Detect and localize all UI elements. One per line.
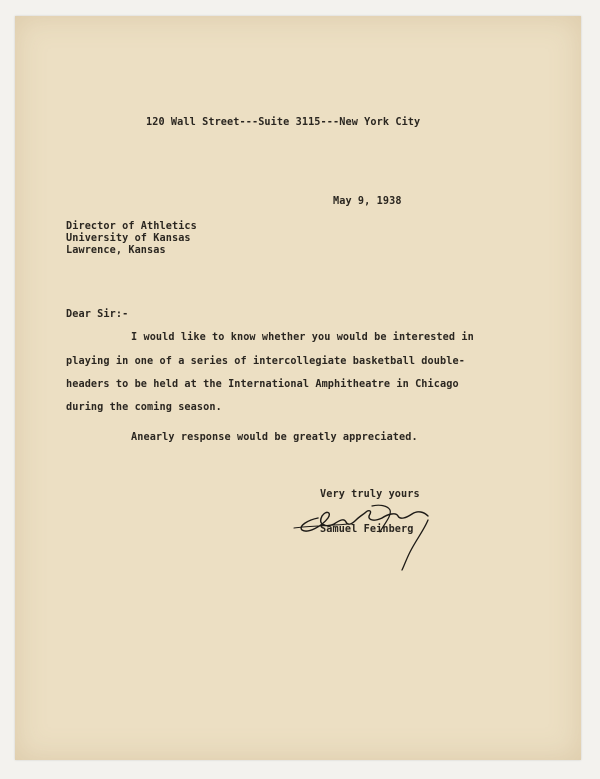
body-line-4: during the coming season. (66, 402, 222, 413)
body-line-3: headers to be held at the International Amphitheatre in Chicago (66, 379, 459, 390)
closing: Very truly yours (320, 489, 420, 500)
recipient-line-1: Director of Athletics (66, 221, 197, 232)
salutation: Dear Sir:- (66, 309, 129, 320)
letter-date: May 9, 1938 (333, 196, 402, 207)
recipient-line-2: University of Kansas (66, 233, 191, 244)
body-line-1: I would like to know whether you would be interested in (131, 332, 474, 343)
handwritten-signature (288, 496, 448, 576)
signer-name: Samuel Feinberg (320, 524, 414, 535)
recipient-line-3: Lawrence, Kansas (66, 245, 166, 256)
body-paragraph-2: Anearly response would be greatly appreciated. (131, 432, 418, 443)
body-line-2: playing in one of a series of intercollegiate basketball double- (66, 356, 465, 367)
letterhead-address: 120 Wall Street---Suite 3115---New York City (146, 117, 421, 128)
